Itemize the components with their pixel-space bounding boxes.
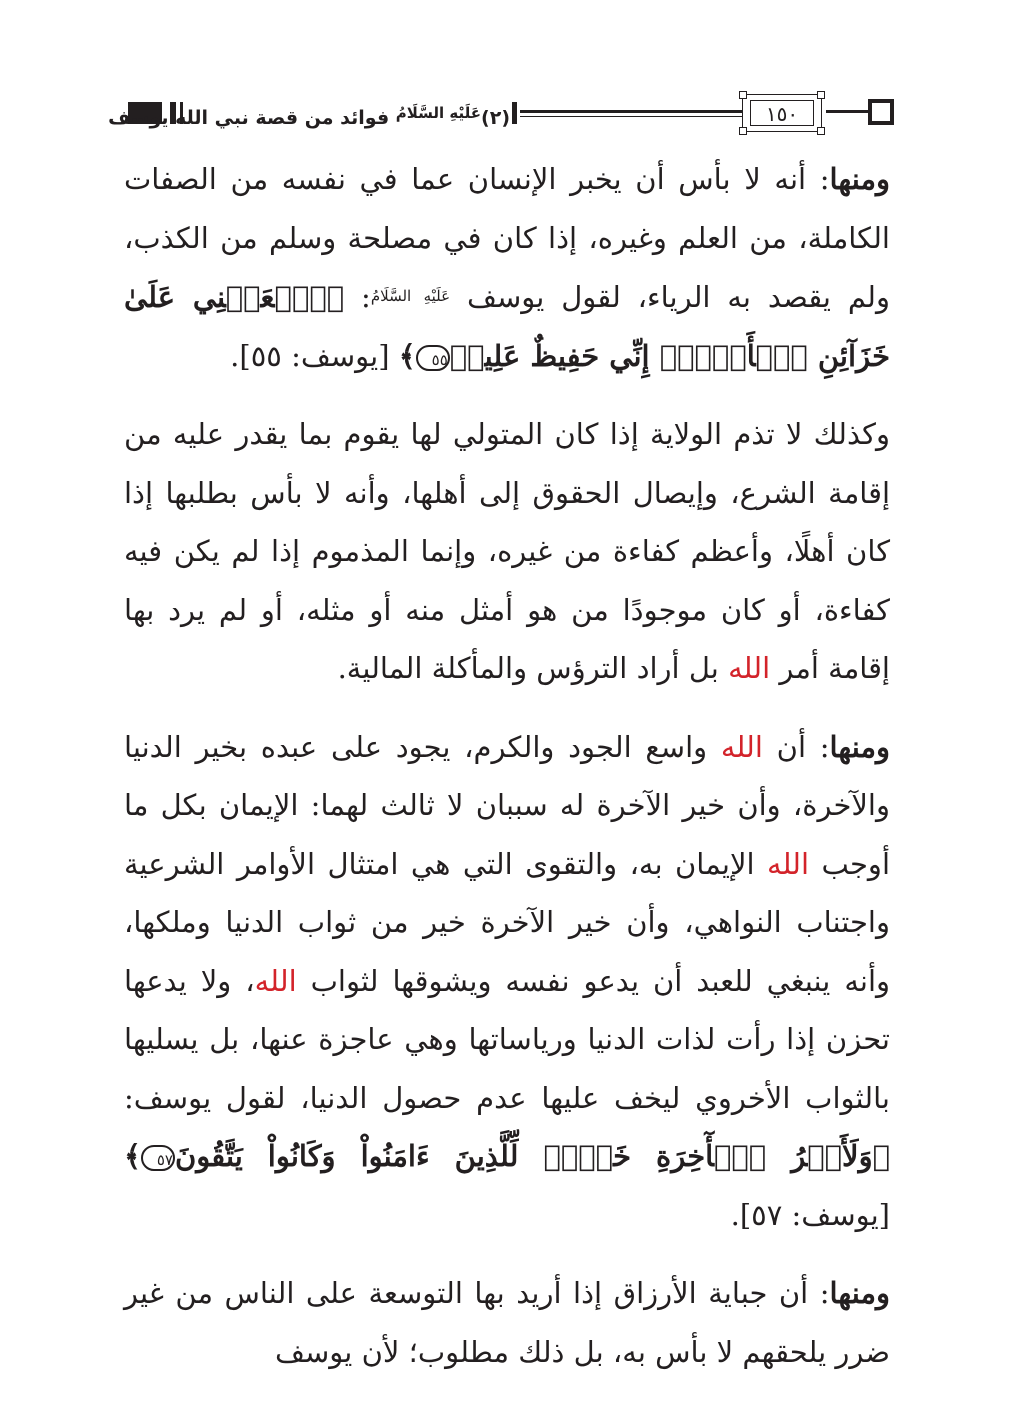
body-paragraph — [124, 405, 890, 698]
frame-corner-ornament — [817, 127, 825, 135]
paragraph-text: [يوسف: ٥٥]. — [230, 338, 399, 373]
quran-verse: ﴿وَلَأَجۡرُ ٱلۡأٓخِرَةِ خَيۡرٞ لِّلَّذِينَ ءَامَنُواْ وَكَانُواْ يَتَّقُونَ — [175, 1139, 890, 1173]
frame-corner-ornament — [817, 91, 825, 99]
header-rule-left — [520, 110, 742, 113]
body-paragraph — [124, 1264, 890, 1381]
paragraph-text: الإيمان به، والتقوى التي هي امتثال الأوامر الشرعية واجتناب النواهي، وأن خير الآخرة خير من ثواب الدنيا وملكها، وأنه ينبغي للعبد أن يدعو نفسه ويشوقها لثواب — [124, 846, 891, 998]
divine-name: الله — [254, 963, 297, 998]
running-title-text: فوائد من قصة نبي الله يوسف — [108, 107, 390, 129]
paragraph-lead-word: ومنها — [829, 729, 891, 764]
page-number: ١٥٠ — [750, 100, 814, 126]
divine-name: الله — [767, 846, 810, 881]
divine-name: الله — [728, 651, 771, 685]
paragraph-text: [يوسف: ٥٧]. — [730, 1197, 890, 1232]
paragraph-text: : أنه لا بأس أن يخبر الإنسان عما في نفسه من الصفات الكاملة، من العلم وغيره، إذا كان في مصلحة وسلم من الكذب، ولم يقصد به الرياء، لقول يوسف — [124, 162, 890, 314]
paragraph-text: : — [344, 280, 371, 314]
body-paragraph — [124, 150, 890, 385]
body-paragraph — [124, 718, 890, 1245]
divine-name: الله — [720, 729, 763, 764]
ayah-number-marker: ٥٥ — [416, 345, 450, 371]
paragraph-text: : أن جباية الأرزاق إذا أريد بها التوسعة على الناس من غير ضرر يلحقهم لا بأس به، بل ذلك مطلوب؛ لأن يوسف — [124, 1276, 890, 1369]
paragraph-text: : أن — [762, 729, 830, 764]
header-rule-right — [826, 110, 870, 113]
header-rule-left-thin — [520, 116, 742, 117]
honorific-glyph: عَلَيْهِ السَّلَامُ — [370, 287, 451, 305]
quran-verse: ﴾ — [124, 1139, 141, 1173]
frame-corner-ornament — [739, 91, 747, 99]
ayah-number-marker: ٥٧ — [141, 1145, 175, 1171]
page-number-frame — [742, 94, 822, 132]
running-title — [108, 98, 510, 129]
frame-corner-ornament — [739, 127, 747, 135]
page-header — [108, 88, 900, 140]
paragraph-text: بل أراد الترؤس والمأكلة المالية. — [337, 651, 729, 685]
quran-verse: ﴿ٱجۡعَلۡنِي عَلَىٰ خَزَآئِنِ ٱلۡأَرۡضِۖ إِنِّي حَفِيظٌ عَلِيمٞ — [124, 280, 890, 373]
paragraph-text: واسع الجود والكرم، يجود على عبده بخير الدنيا والآخرة، وأن خير الآخرة له سببان لا ثالث لهما: الإيمان بكل ما أوجب — [124, 729, 890, 881]
running-title-part: (٢) — [481, 107, 510, 129]
paragraph-text: ، ولا يدعها تحزن إذا رأت لذات الدنيا ورياساتها وهي عاجزة عنها، بل يسليها بالثواب الأخروي ليخف عليها عدم حصول الدنيا، لقول يوسف: — [124, 963, 890, 1115]
header-right-square-ornament — [868, 99, 894, 125]
header-separator-bar — [512, 102, 517, 124]
paragraph-text: وكذلك لا تذم الولاية إذا كان المتولي لها يقوم بما يقدر عليه من إقامة الشرع، وإيصال الحقوق إلى أهلها، وأنه لا بأس بطلبها إذا كان أهلًا، وأعظم كفاءة من غيره، وإنما المذموم إذا لم يكن فيه كفاءة، أو كان موجودًا من هو أمثل منه أو مثله، أو لم يرد بها إقامة أمر — [124, 417, 890, 685]
running-title-honorific: عَلَيْهِ السَّلَامُ — [395, 104, 482, 122]
paragraph-lead-word: ومنها — [829, 162, 890, 196]
page-body — [124, 150, 890, 1381]
quran-verse: ﴾ — [398, 338, 416, 373]
paragraph-lead-word: ومنها — [829, 1276, 890, 1310]
